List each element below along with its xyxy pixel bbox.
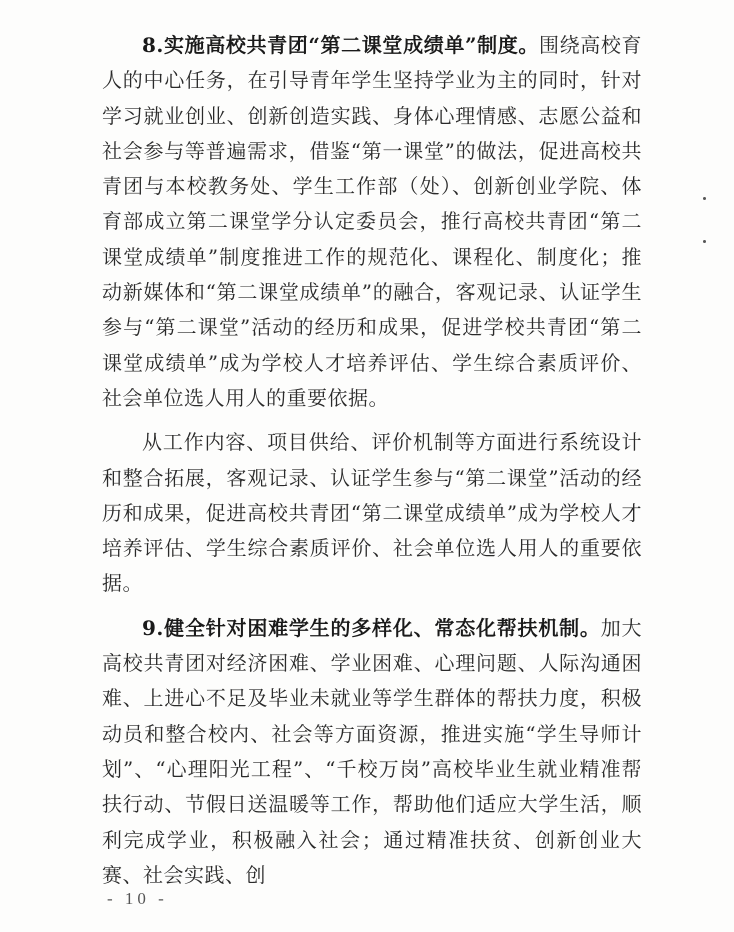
scan-speck xyxy=(703,240,706,243)
document-body xyxy=(102,28,642,893)
page-number: - 10 - xyxy=(107,889,168,908)
paragraph-summary-text: 从工作内容、项目供给、评价机制等方面进行系统设计和整合拓展，客观记录、认证学生参与“第二课堂”活动的经历和成果，促进高校共青团“第二课堂成绩单”成为学校人才培养评估、学生综合素质评价、社会单位选人用人的重要依据。 xyxy=(102,430,642,596)
scan-speck xyxy=(703,197,706,200)
paragraph-8-text: 围绕高校育人的中心任务，在引导青年学生坚持学业为主的同时，针对学习就业创业、创新创造实践、身体心理情感、志愿公益和社会参与等普遍需求，借鉴“第一课堂”的做法，促进高校共青团与本校教务处、学生工作部（处）、创新创业学院、体育部成立第二课堂学分认定委员会，推行高校共青团“第二课堂成绩单”制度推进工作的规范化、课程化、制度化；推动新媒体和“第二课堂成绩单”的融合，客观记录、认证学生参与“第二课堂”活动的经历和成果，促进学校共青团“第二课堂成绩单”成为学校人才培养评估、学生综合素质评价、社会单位选人用人的重要依据。 xyxy=(102,33,643,410)
section-heading-8: 8.实施高校共青团“第二课堂成绩单”制度。 xyxy=(142,33,539,57)
paragraph-8 xyxy=(102,28,642,416)
paragraph-9 xyxy=(102,611,642,893)
section-heading-9: 9.健全针对困难学生的多样化、常态化帮扶机制。 xyxy=(142,615,601,640)
paragraph-9-text: 加大高校共青团对经济困难、学业困难、心理问题、人际沟通困难、上进心不足及毕业未就业等学生群体的帮扶力度，积极动员和整合校内、社会等方面资源，推进实施“学生导师计划”、“心理阳光工程”、“千校万岗”高校毕业生就业精准帮扶行动、节假日送温暖等工作，帮助他们适应大学生活，顺利完成学业，积极融入社会；通过精准扶贫、创新创业大赛、社会实践、创 xyxy=(102,615,642,887)
paragraph-summary xyxy=(102,425,642,601)
